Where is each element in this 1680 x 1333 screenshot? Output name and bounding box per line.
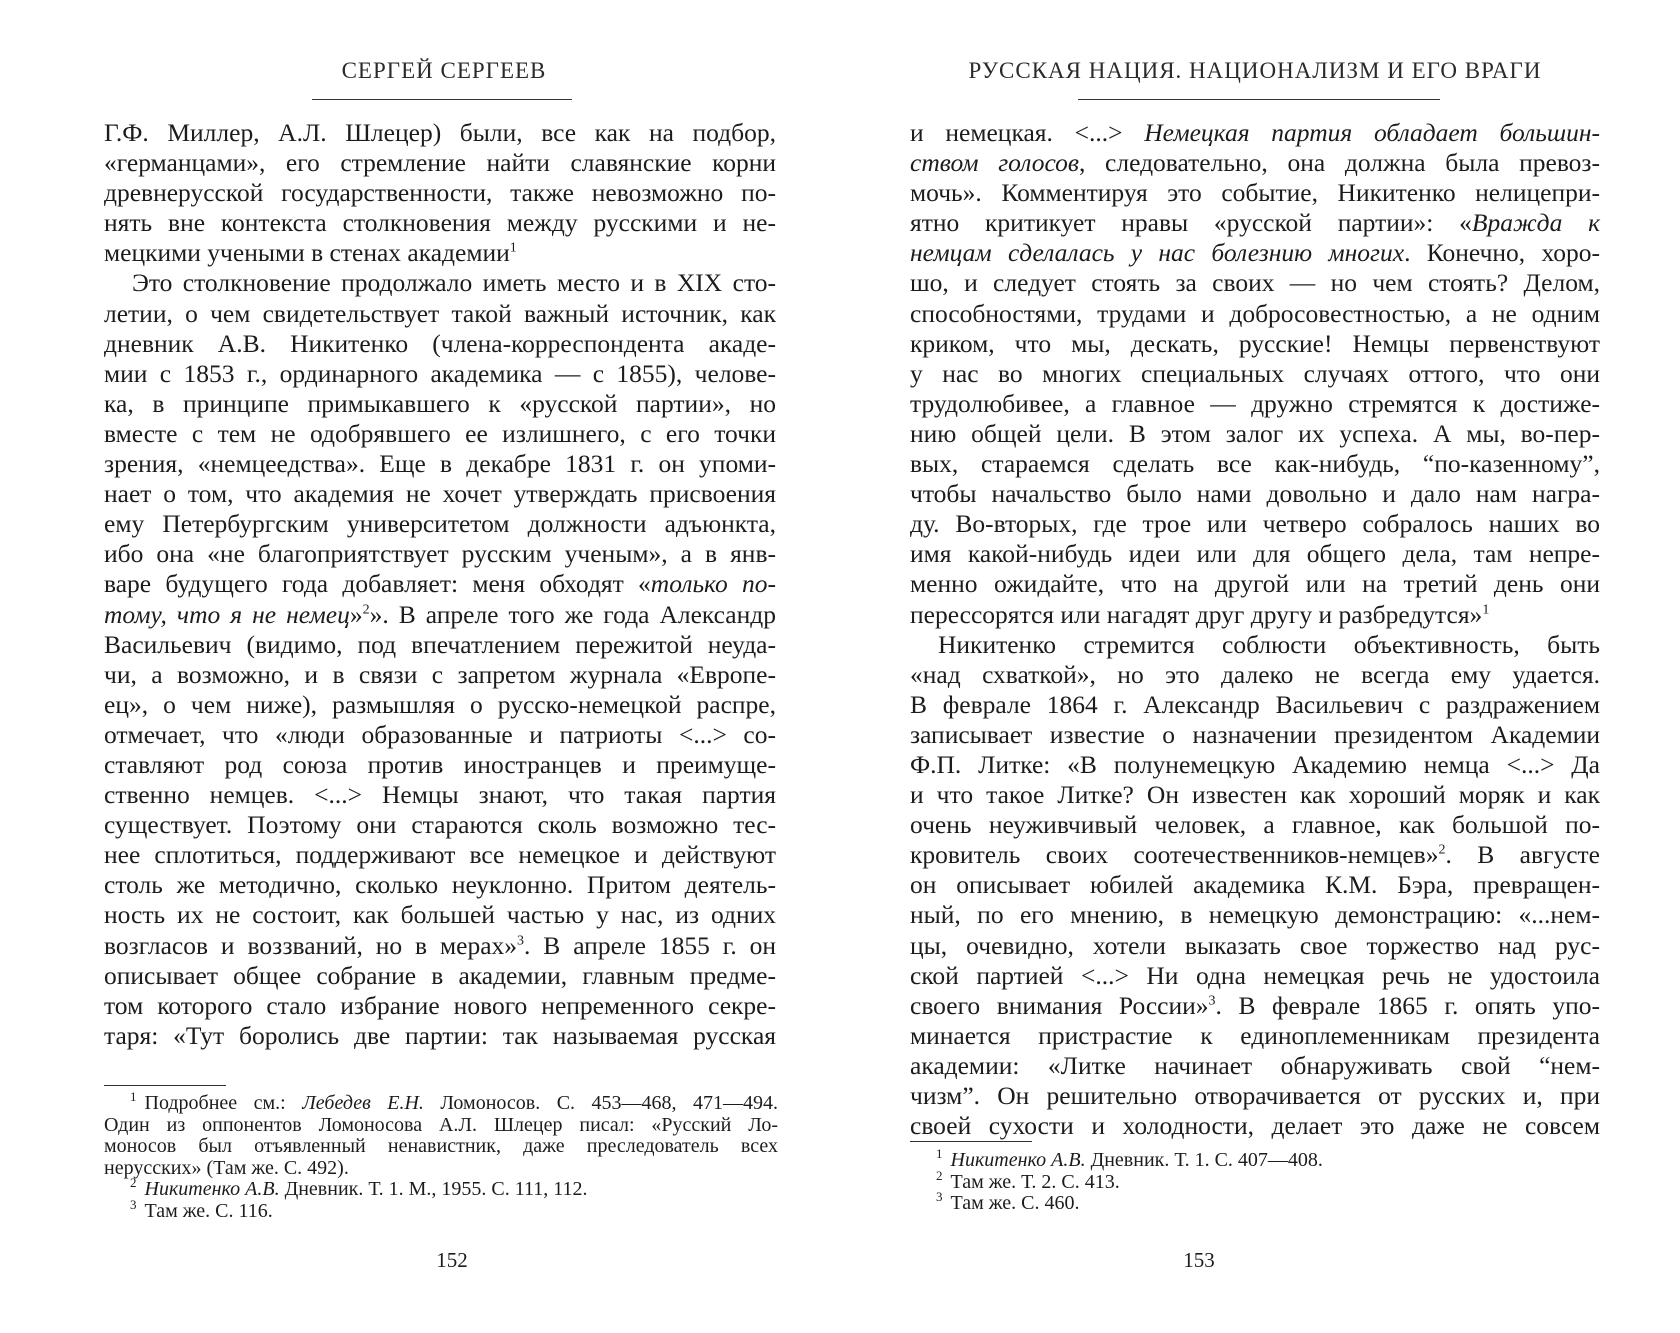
footnote-1-line: моносов был отъявленный ненавистник, даже преследователь всех bbox=[104, 1135, 778, 1157]
text-line: В феврале 1864 г. Александр Васильевич с раздражением bbox=[910, 689, 1600, 719]
text-line: ный, по его мнению, в немецкую демонстрацию: «...нем- bbox=[910, 900, 1600, 930]
text-line: Васильевич (видимо, под впечатлением пережитой неуда- bbox=[104, 629, 776, 659]
footnote-rule bbox=[910, 1141, 1032, 1142]
body-text bbox=[104, 118, 776, 1051]
text-line: летии, о чем свидетельствует такой важный источник, как bbox=[104, 298, 776, 328]
text-line: перессорятся или нагадят друг другу и разбредутся»$^1$ bbox=[910, 599, 1490, 629]
text-line: мецкими учеными в стенах академии$^1$ bbox=[104, 238, 517, 268]
footnote-3: $^3$ Там же. С. 116. bbox=[130, 1196, 273, 1222]
footnotes bbox=[910, 1146, 1600, 1215]
text-line: нее сплотиться, поддерживают все немецкое и действуют bbox=[104, 840, 776, 870]
text-line: существует. Поэтому они стараются сколь возможно тес- bbox=[104, 810, 776, 840]
header-rule bbox=[312, 99, 572, 100]
text-line: у нас во многих специальных случаях оттого, что они bbox=[910, 358, 1600, 388]
text-line: отмечает, что «люди образованные и патриоты <...> со- bbox=[104, 719, 776, 749]
text-line: и что такое Литке? Он известен как хороший моряк и как bbox=[910, 780, 1600, 810]
text-line: своего внимания России»$^3$. В феврале 1865 г. опять упо- bbox=[910, 990, 1600, 1020]
text-line: таря: «Тут боролись две партии: так называемая русская bbox=[104, 1020, 776, 1050]
text-line: Это столкновение продолжало иметь место и в XIX сто- bbox=[132, 268, 776, 298]
text-line: имя какой-нибудь идеи или для общего дела, там непре- bbox=[910, 539, 1600, 569]
text-line: академии: «Литке начинает обнаруживать свой “нем- bbox=[910, 1050, 1600, 1080]
header-rule bbox=[1078, 99, 1440, 100]
text-line: «над схваткой», но это далеко не всегда ему удается. bbox=[910, 659, 1600, 689]
text-line: криком, что мы, дескать, русские! Немцы первенствуют bbox=[910, 328, 1600, 358]
text-line: дневник А.В. Никитенко (члена-корреспондента акаде- bbox=[104, 328, 776, 358]
text-line: нять вне контекста столкновения между русскими и не- bbox=[104, 208, 776, 238]
footnotes bbox=[104, 1089, 779, 1222]
text-line: ду. Во-вторых, где трое или четверо собралось наших во bbox=[910, 509, 1600, 539]
text-line: ец», о чем ниже), размышляя о русско-немецкой распре, bbox=[104, 689, 776, 719]
text-line: он описывает юбилей академика К.М. Бэра, превращен- bbox=[910, 870, 1600, 900]
footnote-ref: 3 bbox=[517, 933, 525, 949]
footnote-1: $^1$ Подробнее см.: Лебедев Е.Н. Ломоносов. С. 453—468, 471—494. bbox=[130, 1089, 779, 1114]
text-line: ставляют род союза против иностранцев и преимуще- bbox=[104, 749, 776, 779]
text-line: ятно критикует нравы «русской партии»: «Вражда к bbox=[910, 208, 1601, 238]
text-line: ской партией <...> Ни одна немецкая речь не удостоила bbox=[910, 960, 1600, 990]
footnote-2: $^2$ Там же. Т. 2. С. 413. bbox=[936, 1167, 1120, 1193]
text-line: Г.Ф. Миллер, А.Л. Шлецер) были, все как на подбор, bbox=[104, 118, 776, 147]
text-line: тому, что я не немец»$^2$». В апреле того же года Александр bbox=[104, 599, 776, 629]
text-line: кровитель своих соотечественников-немцев»$^2$. В августе bbox=[910, 840, 1601, 870]
text-line: вых, стараемся сделать все как-нибудь, “по-казенному”, bbox=[910, 449, 1600, 479]
footnote-1-line: Один из оппонентов Ломоносова А.Л. Шлецер писал: «Русский Ло- bbox=[104, 1113, 778, 1136]
text-line: записывает известие о назначении президентом Академии bbox=[910, 719, 1600, 749]
footnote-3: $^3$ Там же. С. 460. bbox=[936, 1189, 1080, 1214]
footnote-rule bbox=[104, 1085, 226, 1086]
text-line: варе будущего года добавляет: меня обходят «только по- bbox=[104, 569, 776, 599]
text-line: «германцами», его стремление найти славянские корни bbox=[104, 148, 776, 178]
text-line: описывает общее собрание в академии, главным предме- bbox=[104, 960, 776, 990]
text-line: нает о том, что академия не хочет утверждать присвоения bbox=[104, 479, 776, 509]
text-line: очень неуживчивый человек, а главное, как большой по- bbox=[910, 810, 1600, 840]
text-line: минается пристрастие к единоплеменникам президента bbox=[910, 1020, 1600, 1050]
text-line: ность их не состоит, как большей частью у нас, из одних bbox=[104, 900, 776, 930]
text-line: ством голосов, следовательно, она должна была превоз- bbox=[910, 148, 1601, 178]
page-number: 153 bbox=[1183, 1248, 1215, 1272]
text-line: чи, а возможно, и в связи с запретом журнала «Европе- bbox=[104, 659, 776, 689]
text-line: шо, и следует стоять за своих — но чем стоять? Делом, bbox=[910, 268, 1600, 298]
text-line: древнерусской государственности, также невозможно по- bbox=[104, 178, 776, 208]
text-line: ему Петербургским университетом должности адъюнкта, bbox=[104, 509, 776, 539]
text-line: нию общей цели. В этом залог их успеха. А мы, во-пер- bbox=[910, 418, 1600, 448]
text-line: мочь». Комментируя это событие, Никитенко нелицепри- bbox=[910, 178, 1600, 208]
footnote-ref: 1 bbox=[1482, 602, 1490, 617]
text-line: Никитенко стремится соблюсти объективность, быть bbox=[938, 629, 1600, 659]
text-line: столь же методично, сколько неуклонно. Притом деятель- bbox=[104, 870, 776, 900]
text-line: зрения, «немцеедства». Еще в декабре 1831 г. он упоми- bbox=[104, 449, 776, 479]
text-line: чтобы начальство было нами довольно и дало нам награ- bbox=[910, 479, 1600, 509]
text-line: цы, очевидно, хотели выказать свое торжество над рус- bbox=[910, 930, 1600, 960]
text-line: своей сухости и холодности, делает это даже не совсем bbox=[910, 1111, 1600, 1141]
footnote-ref: 3 bbox=[1208, 993, 1216, 1009]
text-line: мии с 1853 г., ординарного академика — с 1855), челове- bbox=[104, 358, 776, 388]
text-line: ка, в принципе примыкавшего к «русской партии», но bbox=[104, 388, 776, 418]
text-line: чизм”. Он решительно отворачивается от русских и, при bbox=[910, 1081, 1600, 1110]
text-line: Ф.П. Литке: «В полунемецкую Академию немца <...> Да bbox=[910, 749, 1600, 779]
text-line: трудолюбивее, а главное — дружно стремятся к достиже- bbox=[910, 388, 1600, 418]
text-line: и немецкая. <...> Немецкая партия обладает большин- bbox=[910, 118, 1600, 147]
footnote-ref: 1 bbox=[509, 240, 517, 256]
footnote-ref: 2 bbox=[362, 602, 370, 617]
footnote-2: $^2$ Никитенко А.В. Дневник. Т. 1. М., 1955. С. 111, 112. bbox=[130, 1175, 588, 1200]
text-line: способностями, трудами и добросовестностью, а не одним bbox=[910, 298, 1600, 328]
text-line: возгласов и воззваний, но в мерах»$^3$. В апреле 1855 г. он bbox=[104, 930, 776, 960]
text-line: ственно немцев. <...> Немцы знают, что такая партия bbox=[104, 780, 776, 810]
text-line: менно ожидайте, что на другой или на третий день они bbox=[910, 569, 1600, 599]
text-line: ибо она «не благоприятствует русским ученым», а в янв- bbox=[104, 539, 776, 569]
running-header: СЕРГЕЙ СЕРГЕЕВ bbox=[341, 58, 547, 83]
footnote-1: $^1$ Никитенко А.В. Дневник. Т. 1. С. 407—408. bbox=[936, 1146, 1323, 1171]
footnote-ref: 2 bbox=[1438, 842, 1446, 858]
text-line: вместе с тем не одобрявшего ее излишнего, с его точки bbox=[104, 418, 776, 448]
body-text bbox=[910, 118, 1600, 1141]
footnote-1-line: нерусских» (Там же. С. 492). bbox=[104, 1156, 349, 1179]
running-header: РУССКАЯ НАЦИЯ. НАЦИОНАЛИЗМ И ЕГО ВРАГИ bbox=[968, 58, 1542, 83]
right-page bbox=[840, 0, 1680, 1333]
text-line: немцам сделалась у нас болезнию многих. Конечно, хоро- bbox=[910, 238, 1600, 268]
text-line: том которого стало избрание нового непременного секре- bbox=[104, 990, 776, 1020]
page-number: 152 bbox=[436, 1248, 468, 1272]
